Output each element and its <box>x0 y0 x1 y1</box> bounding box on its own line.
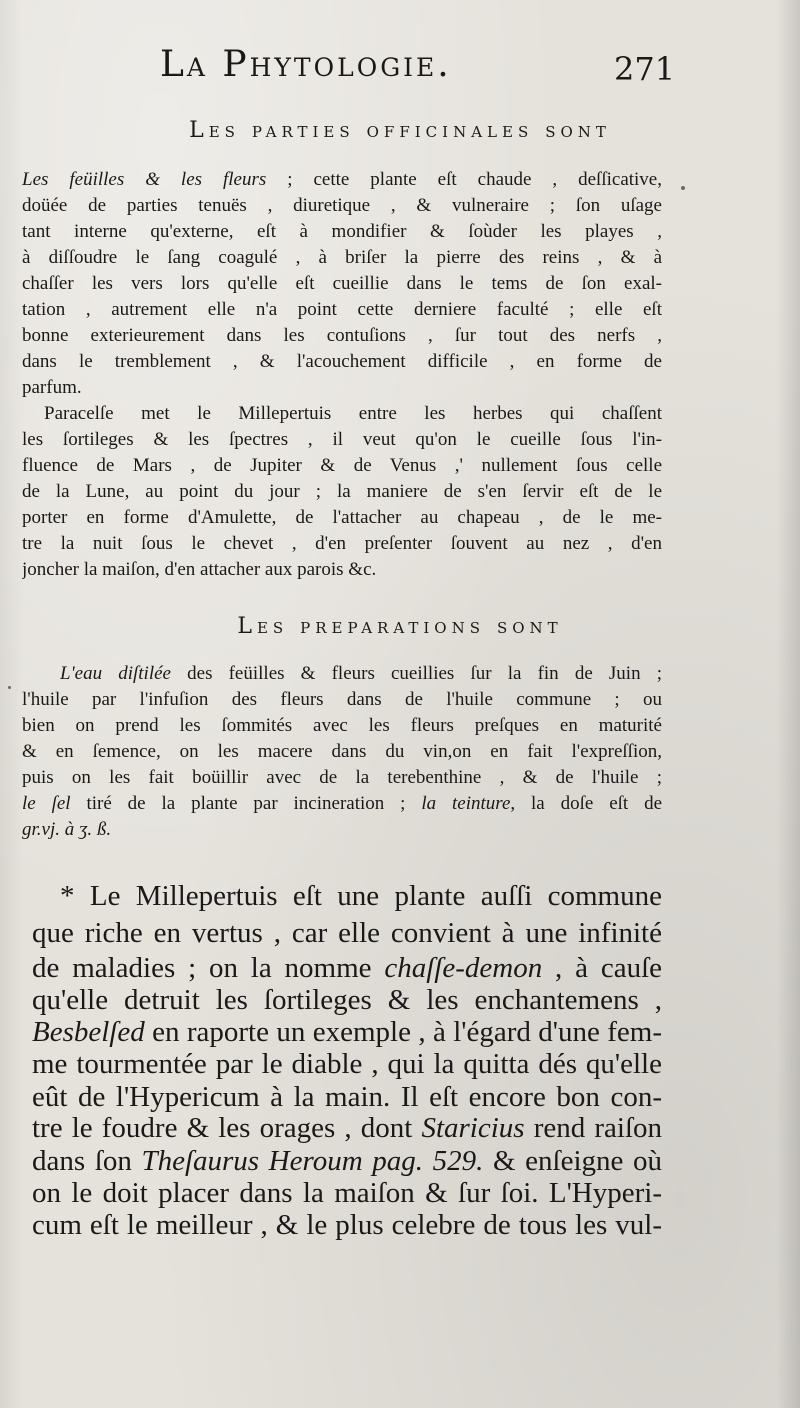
text-run: parfum. <box>22 377 82 398</box>
text-run: , la doſe eſt de <box>510 793 662 814</box>
italic-run: gr.vj. à ʒ. ß. <box>22 819 112 840</box>
text-run: & en ſemence, on les macere dans du vin,on en fait l'expreſſion, <box>22 741 662 762</box>
text-line <box>22 453 662 479</box>
text-run: tiré de la plante par incineration ; <box>70 793 422 814</box>
text-run: tation , autrement elle n'a point cette derniere faculté ; elle eſt <box>22 299 662 320</box>
text-run: eût de l'Hypericum à la main. Il eſt encore bon con- <box>32 1081 662 1113</box>
text-run: l'huile par l'infuſion des fleurs dans de l'huile commune ; ou <box>22 689 662 710</box>
text-run: dans le tremblement , & l'acouchement difficile , en forme de <box>22 351 662 372</box>
text-line <box>22 297 662 323</box>
text-line <box>22 479 662 505</box>
text-run: que riche en vertus , car elle convient à une infinité <box>32 917 662 949</box>
italic-run: Staricius <box>421 1112 525 1144</box>
text-line <box>22 271 662 297</box>
italic-run: Besbelſed <box>32 1016 145 1048</box>
text-run: des feüilles & fleurs cueillies ſur la fin de Juin ; <box>170 663 662 684</box>
footnote-line <box>32 913 662 953</box>
text-line <box>22 765 662 791</box>
text-run: dans ſon <box>32 1145 142 1177</box>
italic-run: Les feüilles & les fleurs <box>22 169 267 190</box>
text-line <box>22 739 662 765</box>
text-run: de la Lune, au point du jour ; la maniere de s'en ſervir eſt de le <box>22 481 662 502</box>
italic-run: chaſſe-demon <box>384 952 543 984</box>
text-run: Paracelſe met le Millepertuis entre les herbes qui chaſſent <box>44 403 662 424</box>
footnote-line <box>32 1205 662 1245</box>
ink-speck <box>681 186 685 190</box>
text-run: chaſſer les vers lors qu'elle eſt cueillie dans le tems de ſon exal- <box>22 273 662 294</box>
heading-parties-officinales: Les parties officinales sont <box>189 118 611 143</box>
text-line <box>22 427 662 453</box>
italic-run: Theſaurus Heroum pag. 529. <box>141 1145 484 1177</box>
text-run: rend raiſon <box>524 1112 662 1144</box>
text-run: en raporte un exemple , à l'égard d'une fem- <box>144 1016 662 1048</box>
text-line <box>22 323 662 349</box>
text-run: * Le Millepertuis eſt une plante auſſi commune <box>60 880 662 912</box>
text-run: fluence de Mars , de Jupiter & de Venus ,' nullement ſous celle <box>22 455 662 476</box>
page-number: 271 <box>614 50 676 88</box>
text-run: qu'elle detruit les ſortileges & les enchantemens , <box>32 984 662 1016</box>
text-line <box>22 193 662 219</box>
text-run: les ſortileges & les ſpectres , il veut qu'on le cueille ſous l'in- <box>22 429 662 450</box>
text-run: me tourmentée par le diable , qui la quitta dés qu'elle <box>32 1048 662 1080</box>
text-run: joncher la maiſon, d'en attacher aux parois &c. <box>22 559 377 580</box>
text-run: porter en forme d'Amulette, de l'attacher au chapeau , de le me- <box>22 507 662 528</box>
text-line <box>44 401 662 427</box>
text-line <box>22 245 662 271</box>
text-run: on le doit placer dans la maiſon & ſur ſoi. L'Hyperi- <box>32 1177 662 1209</box>
text-line <box>22 167 662 193</box>
text-run: puis on les fait boüillir avec de la terebenthine , & de l'huile ; <box>22 767 662 788</box>
footnote-line <box>60 876 662 916</box>
text-run: ; cette plante eſt chaude , deſſicative, <box>266 169 662 190</box>
italic-run: le ſel <box>22 793 71 814</box>
text-line <box>22 219 662 245</box>
text-line <box>22 349 662 375</box>
text-run: tre le foudre & les orages , dont <box>32 1112 422 1144</box>
running-head <box>0 44 800 96</box>
text-run: bien on prend les ſommités avec les fleurs preſques en maturité <box>22 715 662 736</box>
text-line <box>22 817 662 843</box>
italic-run: la teinture <box>421 793 511 814</box>
heading-preparations: Les preparations sont <box>237 614 563 639</box>
text-line <box>22 375 662 401</box>
text-run: cum eſt le meilleur , & le plus celebre de tous les vul- <box>32 1209 662 1241</box>
text-run: & enſeigne où <box>483 1145 662 1177</box>
text-run: , à cauſe <box>542 952 662 984</box>
running-title: La Phytologie. <box>160 44 452 85</box>
text-run: de maladies ; on la nomme <box>32 952 385 984</box>
text-line <box>22 505 662 531</box>
text-line <box>22 713 662 739</box>
text-run: doüée de parties tenuës , diuretique , & vulneraire ; ſon uſage <box>22 195 662 216</box>
text-line <box>22 687 662 713</box>
text-line <box>22 531 662 557</box>
text-run: tre la nuit ſous le chevet , d'en preſenter ſouvent au nez , d'en <box>22 533 662 554</box>
text-run: tant interne qu'externe, eſt à mondifier & ſoùder les playes , <box>22 221 662 242</box>
italic-run: L'eau diſtilée <box>60 663 171 684</box>
ink-speck <box>8 686 11 689</box>
text-line <box>22 791 662 817</box>
text-line <box>60 661 662 687</box>
text-line <box>22 557 662 583</box>
text-run: bonne exterieurement dans les contuſions , ſur tout des nerfs , <box>22 325 662 346</box>
text-run: à diſſoudre le ſang coagulé , à briſer la pierre des reins , & à <box>22 247 662 268</box>
